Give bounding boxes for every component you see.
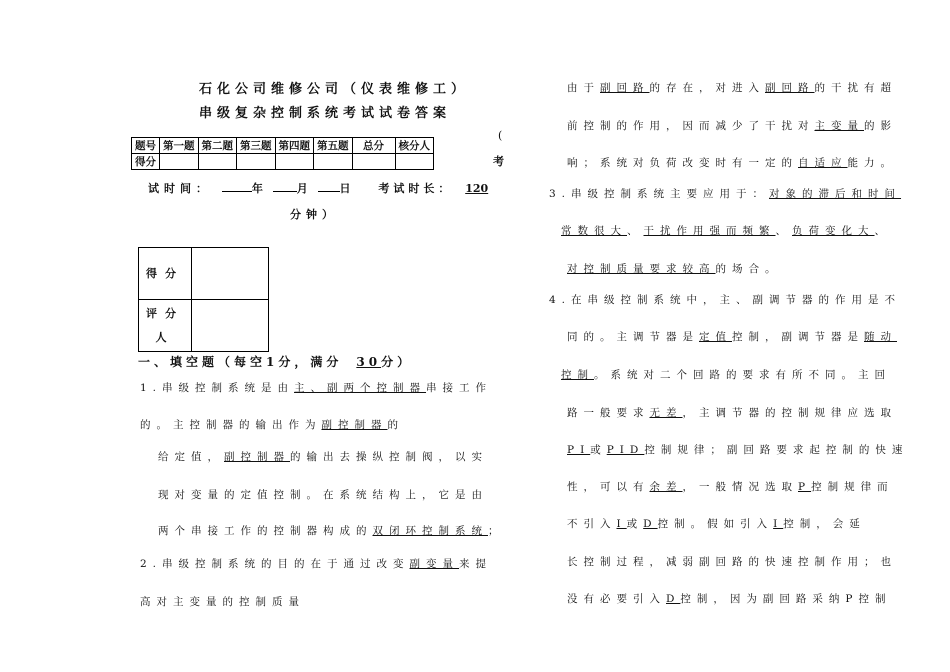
answer-blank: D: [643, 518, 658, 530]
answer-blank: 负荷变化大: [792, 225, 875, 237]
answer-blank: 主变量: [814, 120, 864, 132]
right-column-line: [567, 261, 782, 276]
score-cell: [237, 154, 276, 170]
score-cell: [275, 154, 314, 170]
question-text: 、: [775, 225, 792, 237]
month-label: 月: [296, 182, 308, 195]
question-text: 的影: [864, 120, 897, 132]
exam-title-subject: 串级复杂控制系统考试试卷答案: [199, 106, 452, 121]
answer-blank: 主、副两个控制器: [294, 382, 427, 394]
answer-blank: 副控制器: [224, 451, 290, 463]
score-cell: [314, 154, 353, 170]
score-cell: [198, 154, 237, 170]
question-text: 长控制过程，减弱副回路的快速控制作用；也: [567, 556, 897, 568]
answer-blank: PI: [567, 444, 591, 456]
score-header-cell: 第三题: [237, 138, 276, 154]
question-text: ；: [488, 525, 505, 537]
question-text: 现对变量的定值控制。在系统结构上，它是由: [158, 489, 488, 501]
grade-grader-cell: [192, 300, 269, 352]
answer-blank: I: [773, 518, 784, 530]
score-header-cell: 总分: [352, 138, 395, 154]
right-column-line: [567, 516, 866, 531]
left-column-line: [158, 523, 505, 538]
answer-blank: 副回路: [765, 82, 815, 94]
question-text: 不引入: [567, 518, 617, 530]
question-text: 。系统对二个回路的要求有所不同。主回: [594, 369, 891, 381]
right-column-line: [567, 155, 897, 170]
question-text: 响；系统对负荷改变时有一定的: [567, 157, 798, 169]
duration-label: 考试时长：: [378, 182, 454, 195]
answer-blank: 副回路: [600, 82, 650, 94]
answer-blank: PID: [606, 444, 645, 456]
answer-blank: 随动: [864, 331, 897, 343]
left-column-line: [158, 449, 488, 464]
question-text: 的存在，对进入: [649, 82, 765, 94]
answer-blank: 控制: [561, 369, 594, 381]
right-column-line: [567, 329, 897, 344]
month-blank: [273, 191, 297, 192]
side-char-kao: 考: [493, 155, 504, 168]
question-text: 的: [387, 419, 404, 431]
right-column-line: [567, 118, 897, 133]
question-text: 或: [626, 518, 644, 530]
answer-blank: 自适应: [798, 157, 848, 169]
question-text: 控制规律而: [811, 481, 894, 493]
question-text: 的场合。: [715, 263, 782, 275]
question-text: 给定值，: [158, 451, 224, 463]
right-column-line: [567, 479, 894, 494]
section1-prefix: 一、填空题（每空1分，满分: [138, 355, 343, 369]
left-column-line: [140, 594, 305, 609]
section1-heading: [138, 353, 413, 370]
score-table-header-row: [132, 138, 434, 154]
question-text: 的干扰有超: [814, 82, 897, 94]
question-text: 由于: [567, 82, 600, 94]
answer-blank: 干扰作用强而频繁: [643, 225, 776, 237]
exam-time-label: 试时间：: [148, 182, 212, 195]
year-blank: [222, 191, 252, 192]
question-text: 两个串接工作的控制器构成的: [158, 525, 373, 537]
answer-blank: 对控制质量要求较高: [567, 263, 716, 275]
question-text: 或: [590, 444, 607, 456]
score-cell: [395, 154, 434, 170]
question-text: 控制，会延: [783, 518, 866, 530]
question-text: 能力。: [847, 157, 897, 169]
score-header-cell: 核分人: [395, 138, 434, 154]
duration-value: 120: [465, 182, 489, 195]
right-column-line: [549, 292, 901, 307]
answer-blank: P: [798, 481, 812, 493]
score-header-cell: 第一题: [160, 138, 199, 154]
score-header-cell: 第二题: [198, 138, 237, 154]
right-column-line: [567, 554, 897, 569]
question-text: 路一般要求: [567, 407, 650, 419]
question-text: 、: [874, 225, 891, 237]
question-text: 高对主变量的控制质量: [140, 596, 305, 608]
score-cell: [352, 154, 395, 170]
exam-time-line: [148, 180, 488, 196]
question-text: 控制，因为副回路采纳P控制: [680, 593, 892, 605]
left-column-line: [140, 380, 492, 395]
section1-suffix: 分）: [381, 355, 414, 369]
score-cell: [160, 154, 199, 170]
right-column-line: [567, 405, 897, 420]
section1-score: 30: [356, 355, 382, 369]
question-text: 没有必要引入: [567, 593, 666, 605]
answer-blank: 对象的滞后和时间: [769, 188, 902, 200]
question-text: 前控制的作用，因而减少了干扰对: [567, 120, 815, 132]
duration-unit: 分钟）: [290, 208, 338, 221]
left-column-line: [140, 556, 492, 571]
right-column-line: [567, 591, 892, 606]
question-text: 2.串级控制系统的目的在于通过改变: [140, 558, 410, 570]
score-header-cell: 题号: [132, 138, 160, 154]
question-text: 4.在串级控制系统中，主、副调节器的作用是不: [549, 294, 902, 306]
left-column-line: [140, 417, 404, 432]
question-text: 性，可以有: [567, 481, 650, 493]
answer-blank: 余差: [649, 481, 683, 493]
score-row-label: 得分: [132, 154, 160, 170]
question-text: ，一般情况选取: [682, 481, 798, 493]
question-text: 的输出去操纵控制阀，以实: [290, 451, 488, 463]
question-text: 1.串级控制系统是由: [140, 382, 295, 394]
question-text: 、: [627, 225, 644, 237]
score-table: [131, 137, 434, 170]
answer-blank: I: [616, 518, 627, 530]
score-table-value-row: [132, 154, 434, 170]
score-header-cell: 第五题: [314, 138, 353, 154]
grade-score-cell: [192, 248, 269, 300]
exam-title-company: 石化公司维修公司（仪表维修工）: [199, 82, 470, 97]
answer-blank: 副控制器: [321, 419, 388, 431]
left-column-line: [158, 487, 488, 502]
year-label: 年: [251, 182, 263, 195]
right-column-line: [549, 186, 901, 201]
day-blank: [318, 191, 340, 192]
answer-blank: 双闭环控制系统: [372, 525, 488, 537]
answer-blank: 常数很大: [561, 225, 627, 237]
right-column-line: [561, 367, 891, 382]
question-text: 控制，副调节器是: [732, 331, 864, 343]
right-column-line: [561, 223, 891, 238]
answer-blank: 副变量: [409, 558, 460, 570]
grade-box: [138, 247, 269, 352]
answer-blank: 无差: [649, 407, 683, 419]
right-column-line: [567, 442, 908, 457]
right-column-line: [567, 80, 897, 95]
question-text: 控制规律；副回路要求起控制的快速: [644, 444, 909, 456]
question-text: 同的。主调节器是: [567, 331, 699, 343]
grade-grader-label: 评分人: [139, 300, 192, 352]
answer-blank: D: [666, 593, 681, 605]
question-text: 串接工作: [426, 382, 493, 394]
grade-score-label: 得分: [139, 248, 192, 300]
day-label: 日: [339, 182, 351, 195]
question-text: 控制。假如引入: [657, 518, 774, 530]
question-text: 的。主控制器的输出作为: [140, 419, 322, 431]
answer-blank: 定值: [699, 331, 732, 343]
score-header-cell: 第四题: [275, 138, 314, 154]
question-text: 3.串级控制系统主要应用于：: [549, 188, 770, 200]
question-text: 来提: [459, 558, 493, 570]
side-paren: (: [498, 129, 503, 142]
question-text: ，主调节器的控制规律应选取: [682, 407, 897, 419]
